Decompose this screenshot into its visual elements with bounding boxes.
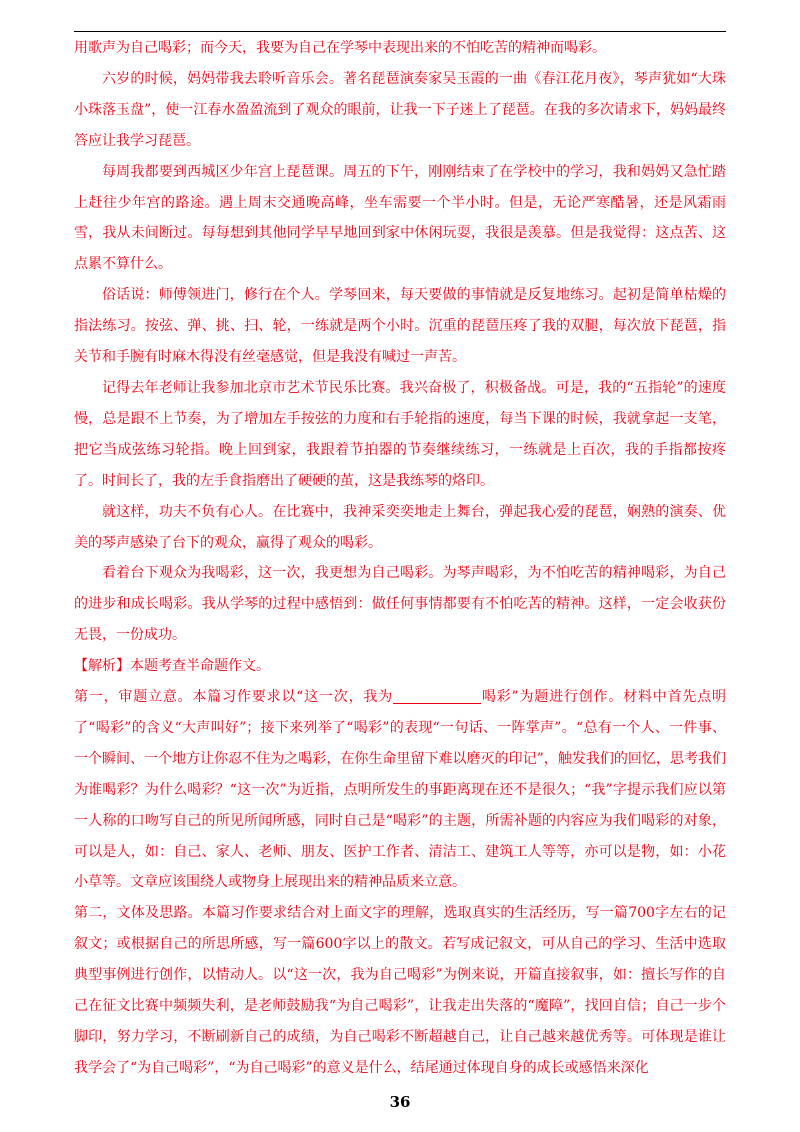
essay-body bbox=[74, 33, 726, 1084]
header-rule bbox=[74, 31, 726, 32]
analysis-section-1 bbox=[74, 682, 726, 898]
analysis-label: 【解析】 bbox=[74, 658, 130, 675]
fill-in-blank bbox=[393, 687, 481, 704]
analysis-heading bbox=[74, 651, 726, 682]
analysis-section-1-a: 第一，审题立意。本篇习作要求以“这一次，我为 bbox=[74, 689, 394, 706]
paragraph-0: 用歌声为自己喝彩；而今天，我要为自己在学琴中表现出来的不怕吃苦的精神而喝彩。 bbox=[74, 40, 606, 56]
analysis-section-1-b: 喝彩”为题进行创作。材料中首先点明了“喝彩”的含义“大声叫好”；接下来列举了“喝彩”的表现“一句话、一阵掌声”。“总有一个人、一件事、一个瞬间、一个地方让你忍不住为之喝彩，在你生命里留下难以磨灭的印记”，触发我们的回忆，思考我们为谁喝彩？为什么喝彩？“这一次”为近指，点明所发生的事距离现在还不是很久；“我”字提示我们应以第一人称的口吻写自己的所见所闻所感，同时自己是“喝彩”的主题，所需补题的内容应为我们喝彩的对象，可以是人，如：自己、家人、老师、朋友、医护工作者、清洁工、建筑工人等等，亦可以是物，如：小花小草等。文章应该围绕人或物身上展现出来的精神品质来立意。 bbox=[74, 689, 726, 891]
analysis-section-2: 第二，文体及思路。本篇习作要求结合对上面文字的理解，选取真实的生活经历，写一篇700字左右的记叙文；或根据自己的所思所感，写一篇600字以上的散文。若写成记叙文，可从自己的学习、生活中选取典型事例进行创作，以情动人。以“这一次，我为自己喝彩”为例来说，开篇直接叙事，如：擅长写作的自己在征文比赛中频频失利，是老师鼓励我“为自己喝彩”，让我走出失落的“魔障”，找回自信；自己一步个脚印，努力学习，不断刷新自己的成绩，为自己喝彩不断超越自己，让自己越来越优秀等。可体现是谁让我学会了“为自己喝彩”，“为自己喝彩”的意义是什么，结尾通过体现自身的成长或感悟来深化 bbox=[74, 905, 726, 1076]
paragraph-5: 就这样，功夫不负有心人。在比赛中，我神采奕奕地走上舞台，弹起我心爱的琵琶，娴熟的演奏、优美的琴声感染了台下的观众，赢得了观众的喝彩。 bbox=[74, 503, 726, 551]
analysis-intro: 本题考查半命题作文。 bbox=[130, 658, 270, 675]
paragraph-2: 每周我都要到西城区少年宫上琵琶课。周五的下午，刚刚结束了在学校中的学习，我和妈妈又急忙踏上赶往少年宫的路途。遇上周末交通晚高峰，坐车需要一个半小时。但是，无论严寒酷暑，还是风霜雨雪，我从未间断过。每每想到其他同学早早地回到家中休闲玩耍，我很是羡慕。但是我觉得：这点苦、这点累不算什么。 bbox=[74, 163, 726, 273]
paragraph-3: 俗话说：师傅领进门，修行在个人。学琴回来，每天要做的事情就是反复地练习。起初是简单枯燥的指法练习。按弦、弹、挑、扫、轮，一练就是两个小时。沉重的琵琶压疼了我的双腿，每次放下琵琶，指关节和手腕有时麻木得没有丝毫感觉，但是我没有喊过一声苦。 bbox=[74, 287, 726, 366]
page-number: 36 bbox=[389, 1093, 411, 1111]
paragraph-6: 看着台下观众为我喝彩，这一次，我更想为自己喝彩。为琴声喝彩，为不怕吃苦的精神喝彩，为自己的进步和成长喝彩。我从学琴的过程中感悟到：做任何事情都要有不怕吃苦的精神。这样，一定会收获份无畏，一份成功。 bbox=[74, 565, 726, 644]
paragraph-1: 六岁的时候，妈妈带我去聆听音乐会。著名琵琶演奏家吴玉霞的一曲《春江花月夜》，琴声犹如“大珠小珠落玉盘”，使一江春水盈盈流到了观众的眼前，让我一下子迷上了琵琶。在我的多次请求下，妈妈最终答应让我学习琵琶。 bbox=[74, 70, 726, 149]
paragraph-4: 记得去年老师让我参加北京市艺术节民乐比赛。我兴奋极了，积极备战。可是，我的“五指轮”的速度慢，总是跟不上节奏，为了增加左手按弦的力度和右手轮指的速度，每当下课的时候，我就拿起一支笔，把它当成弦练习轮指。晚上回到家，我跟着节拍器的节奏继续练习，一练就是上百次，我的手指都按疼了。时间长了，我的左手食指磨出了硬硬的茧，这是我练琴的烙印。 bbox=[74, 379, 726, 489]
